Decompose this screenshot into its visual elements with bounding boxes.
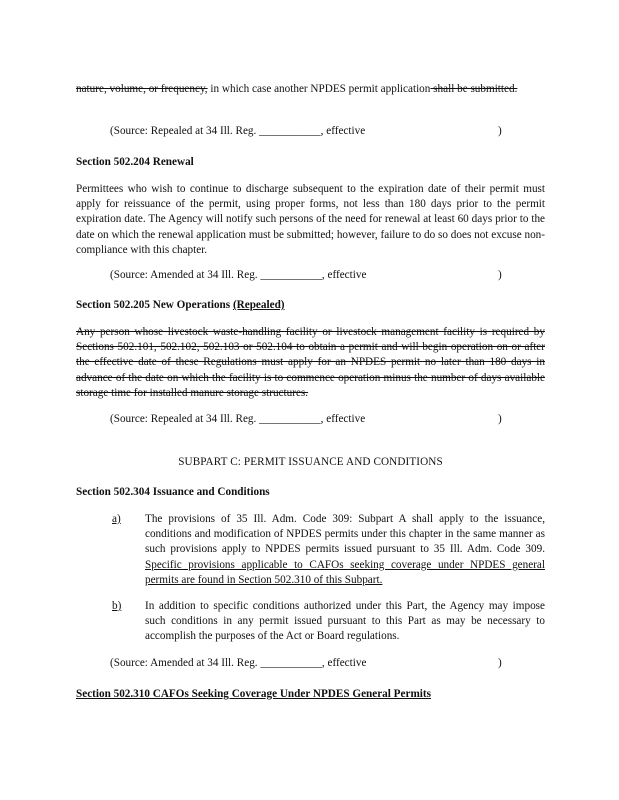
repealed-tag: (Repealed) <box>232 299 285 311</box>
source-note-4 <box>110 656 510 671</box>
source-note-1 <box>110 124 510 139</box>
continued-paragraph <box>76 82 545 97</box>
struck-text-2: shall be submitted. <box>430 83 518 95</box>
source-paren: ) <box>498 125 502 137</box>
item-a-added: Specific provisions applicable to CAFOs seeking coverage under NPDES general permits are found in Section 502.310 of this Subpart. <box>145 558 545 586</box>
source-note-3 <box>110 412 510 427</box>
item-b-text: In addition to specific conditions authorized under this Part, the Agency may impose such conditions in any permit issued pursuant to this Part as may be necessary to accomplish the purposes of the Act or Board regulations. <box>145 600 545 643</box>
source-text: (Source: Repealed at 34 Ill. Reg. ___________, effective <box>110 413 366 425</box>
section-502-310-heading: Section 502.310 CAFOs Seeking Coverage Under NPDES General Permits <box>76 688 431 700</box>
source-note-2 <box>110 268 510 283</box>
item-a-plain: The provisions of 35 Ill. Adm. Code 309: Subpart A shall apply to the issuance, conditions and modification of NPDES permits under this chapter in the same manner as such provisions apply to NPDES permits issued pursuant to 35 Ill. Adm. Code 309. <box>145 513 545 556</box>
source-text: (Source: Repealed at 34 Ill. Reg. ___________, effective <box>110 125 366 137</box>
source-paren: ) <box>498 413 502 425</box>
item-a-label: a) <box>112 513 121 525</box>
plain-text: in which case another NPDES permit application <box>207 83 431 95</box>
section-502-205-heading <box>76 298 545 313</box>
heading-text: Section 502.205 New Operations <box>76 299 233 311</box>
section-502-204-heading: Section 502.204 Renewal <box>76 156 194 168</box>
source-paren: ) <box>498 269 502 281</box>
source-text: (Source: Amended at 34 Ill. Reg. ___________, effective <box>110 269 367 281</box>
section-502-204-body: Permittees who wish to continue to discharge subsequent to the expiration date of their permit must apply for reissuance of the permit, using proper forms, not less than 180 days prior to the permit expiration date. The Agency will notify such persons of the need for renewal at least 60 days prior to the date on which the renewal application must be submitted; however, failure to do so does not excuse non-compliance with this chapter. <box>76 183 545 256</box>
section-502-304-heading: Section 502.304 Issuance and Conditions <box>76 486 270 498</box>
item-b-label: b) <box>112 600 122 612</box>
source-text: (Source: Amended at 34 Ill. Reg. ___________, effective <box>110 657 367 669</box>
source-paren: ) <box>498 657 502 669</box>
section-502-205-body: Any person whose livestock waste-handling facility or livestock management facility is required by Sections 502.101, 502.102, 502.103 or 502.104 to obtain a permit and will begin operation on or after the effective date of these Regulations must apply for an NPDES permit no later than 180 days in advance of the date on which the facility is to commence operation minus the number of days available storage time for installed manure storage structures. <box>76 326 545 399</box>
subpart-title: SUBPART C: PERMIT ISSUANCE AND CONDITIONS <box>178 456 443 468</box>
struck-text: nature, volume, or frequency, <box>76 83 208 95</box>
item-a-text <box>145 512 545 588</box>
